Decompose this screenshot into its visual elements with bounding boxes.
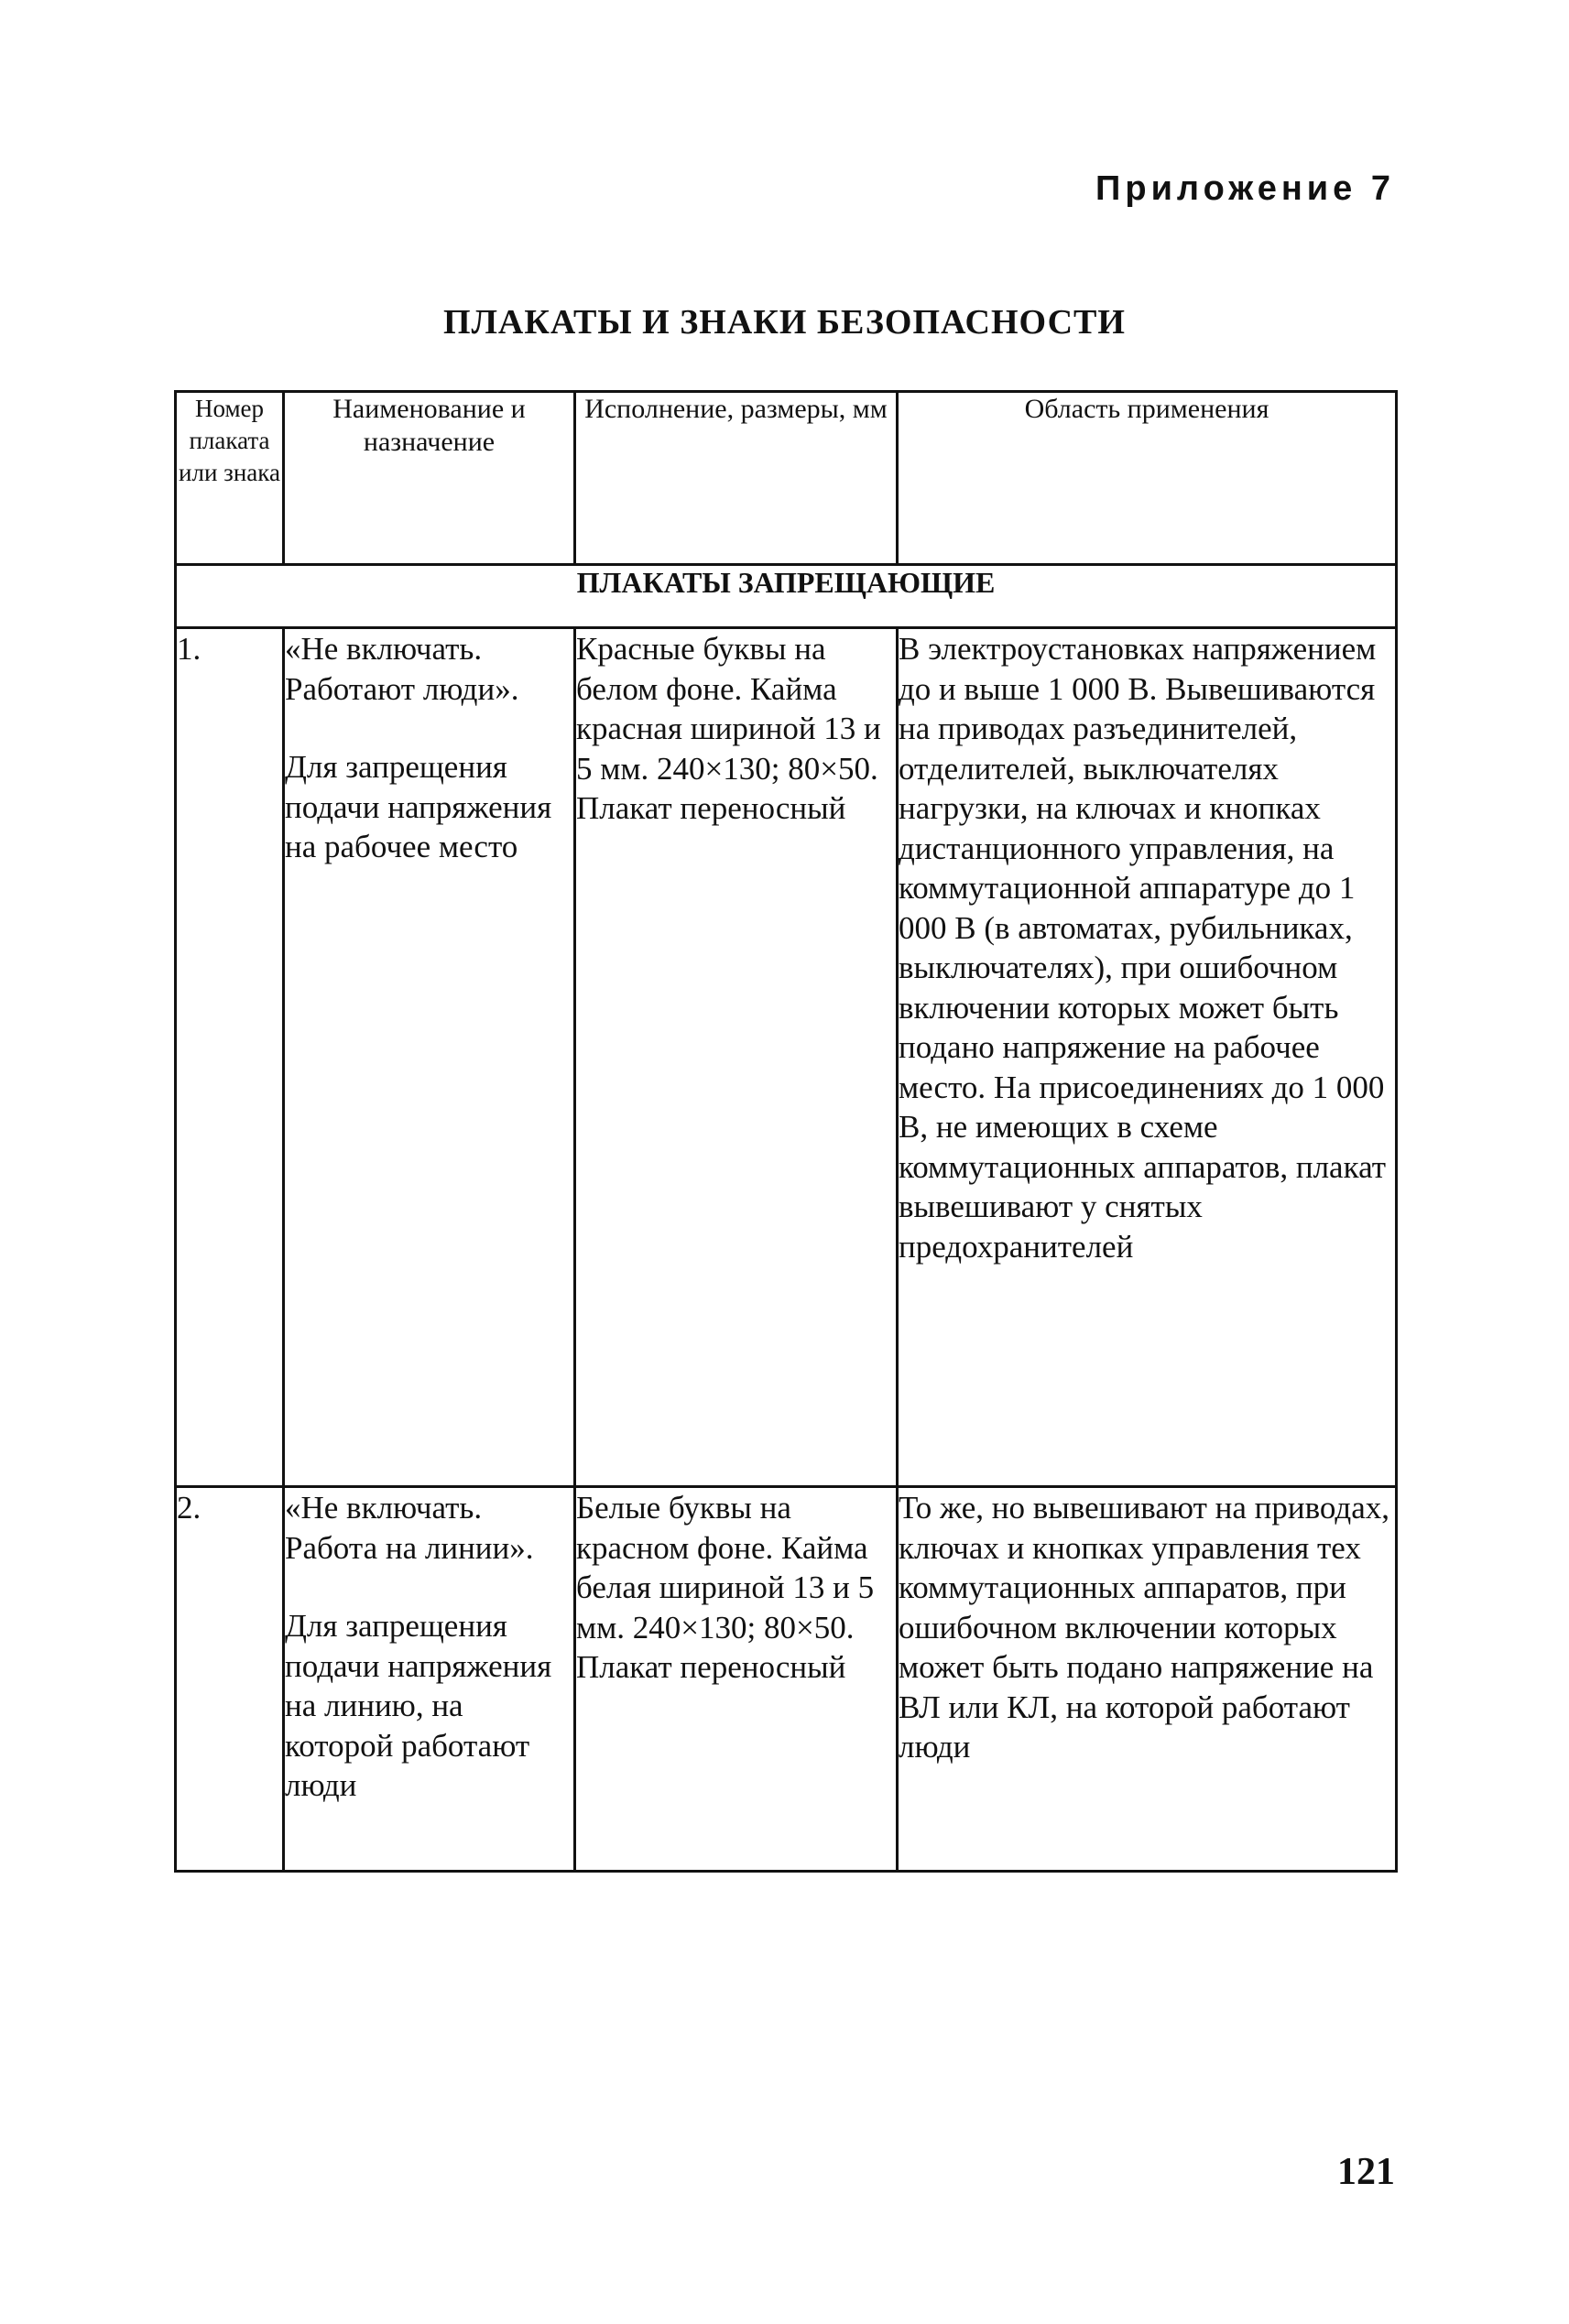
row-number: 2. [176,1487,284,1872]
row-name-cell [284,1487,575,1872]
table-row [176,1487,1397,1872]
safety-signs-table [174,390,1398,1873]
page-number: 121 [1337,2151,1395,2193]
row-name: «Не включать. Работают люди». [285,631,519,707]
row-execution: Красные буквы на белом фоне. Кайма красная шириной 13 и 5 мм. 240×130; 80×50. Плакат переносный [575,628,898,1487]
header-number: Номер плаката или знака [176,392,284,565]
header-scope: Область применения [898,392,1397,565]
header-execution: Исполнение, размеры, мм [575,392,898,565]
table-row [176,628,1397,1487]
table-header-row [176,392,1397,565]
header-name: Наименование и назначение [284,392,575,565]
row-scope: В электроустановках напряжением до и выше 1 000 В. Вывешиваются на приводах разъединителей, отделителей, выключателях нагрузки, на ключах и кнопках дистанционного управления, на коммутационной аппаратуре до 1 000 В (в автоматах, рубильниках, выключателях), при ошибочном включении которых может быть подано напряжение на рабочее место. На присоединениях до 1 000 В, не имеющих в схеме коммутационных аппаратов, плакат вывешивают у снятых предохранителей [898,628,1397,1487]
row-purpose: Для запрещения подачи напряжения на рабочее место [285,749,552,864]
appendix-label: Приложение 7 [1095,169,1395,208]
row-name: «Не включать. Работа на линии». [285,1490,534,1566]
section-title: ПЛАКАТЫ ЗАПРЕЩАЮЩИЕ [176,565,1397,628]
row-scope: То же, но вывешивают на приводах, ключах и кнопках управления тех коммутационных аппаратов, при ошибочном включении которых может быть подано напряжение на ВЛ или КЛ, на которой работают люди [898,1487,1397,1872]
row-name-cell [284,628,575,1487]
page-title: ПЛАКАТЫ И ЗНАКИ БЕЗОПАСНОСТИ [443,303,1126,342]
row-number: 1. [176,628,284,1487]
section-row [176,565,1397,628]
row-purpose: Для запрещения подачи напряжения на линию, на которой работают люди [285,1608,552,1803]
row-execution: Белые буквы на красном фоне. Кайма белая шириной 13 и 5 мм. 240×130; 80×50. Плакат переносный [575,1487,898,1872]
